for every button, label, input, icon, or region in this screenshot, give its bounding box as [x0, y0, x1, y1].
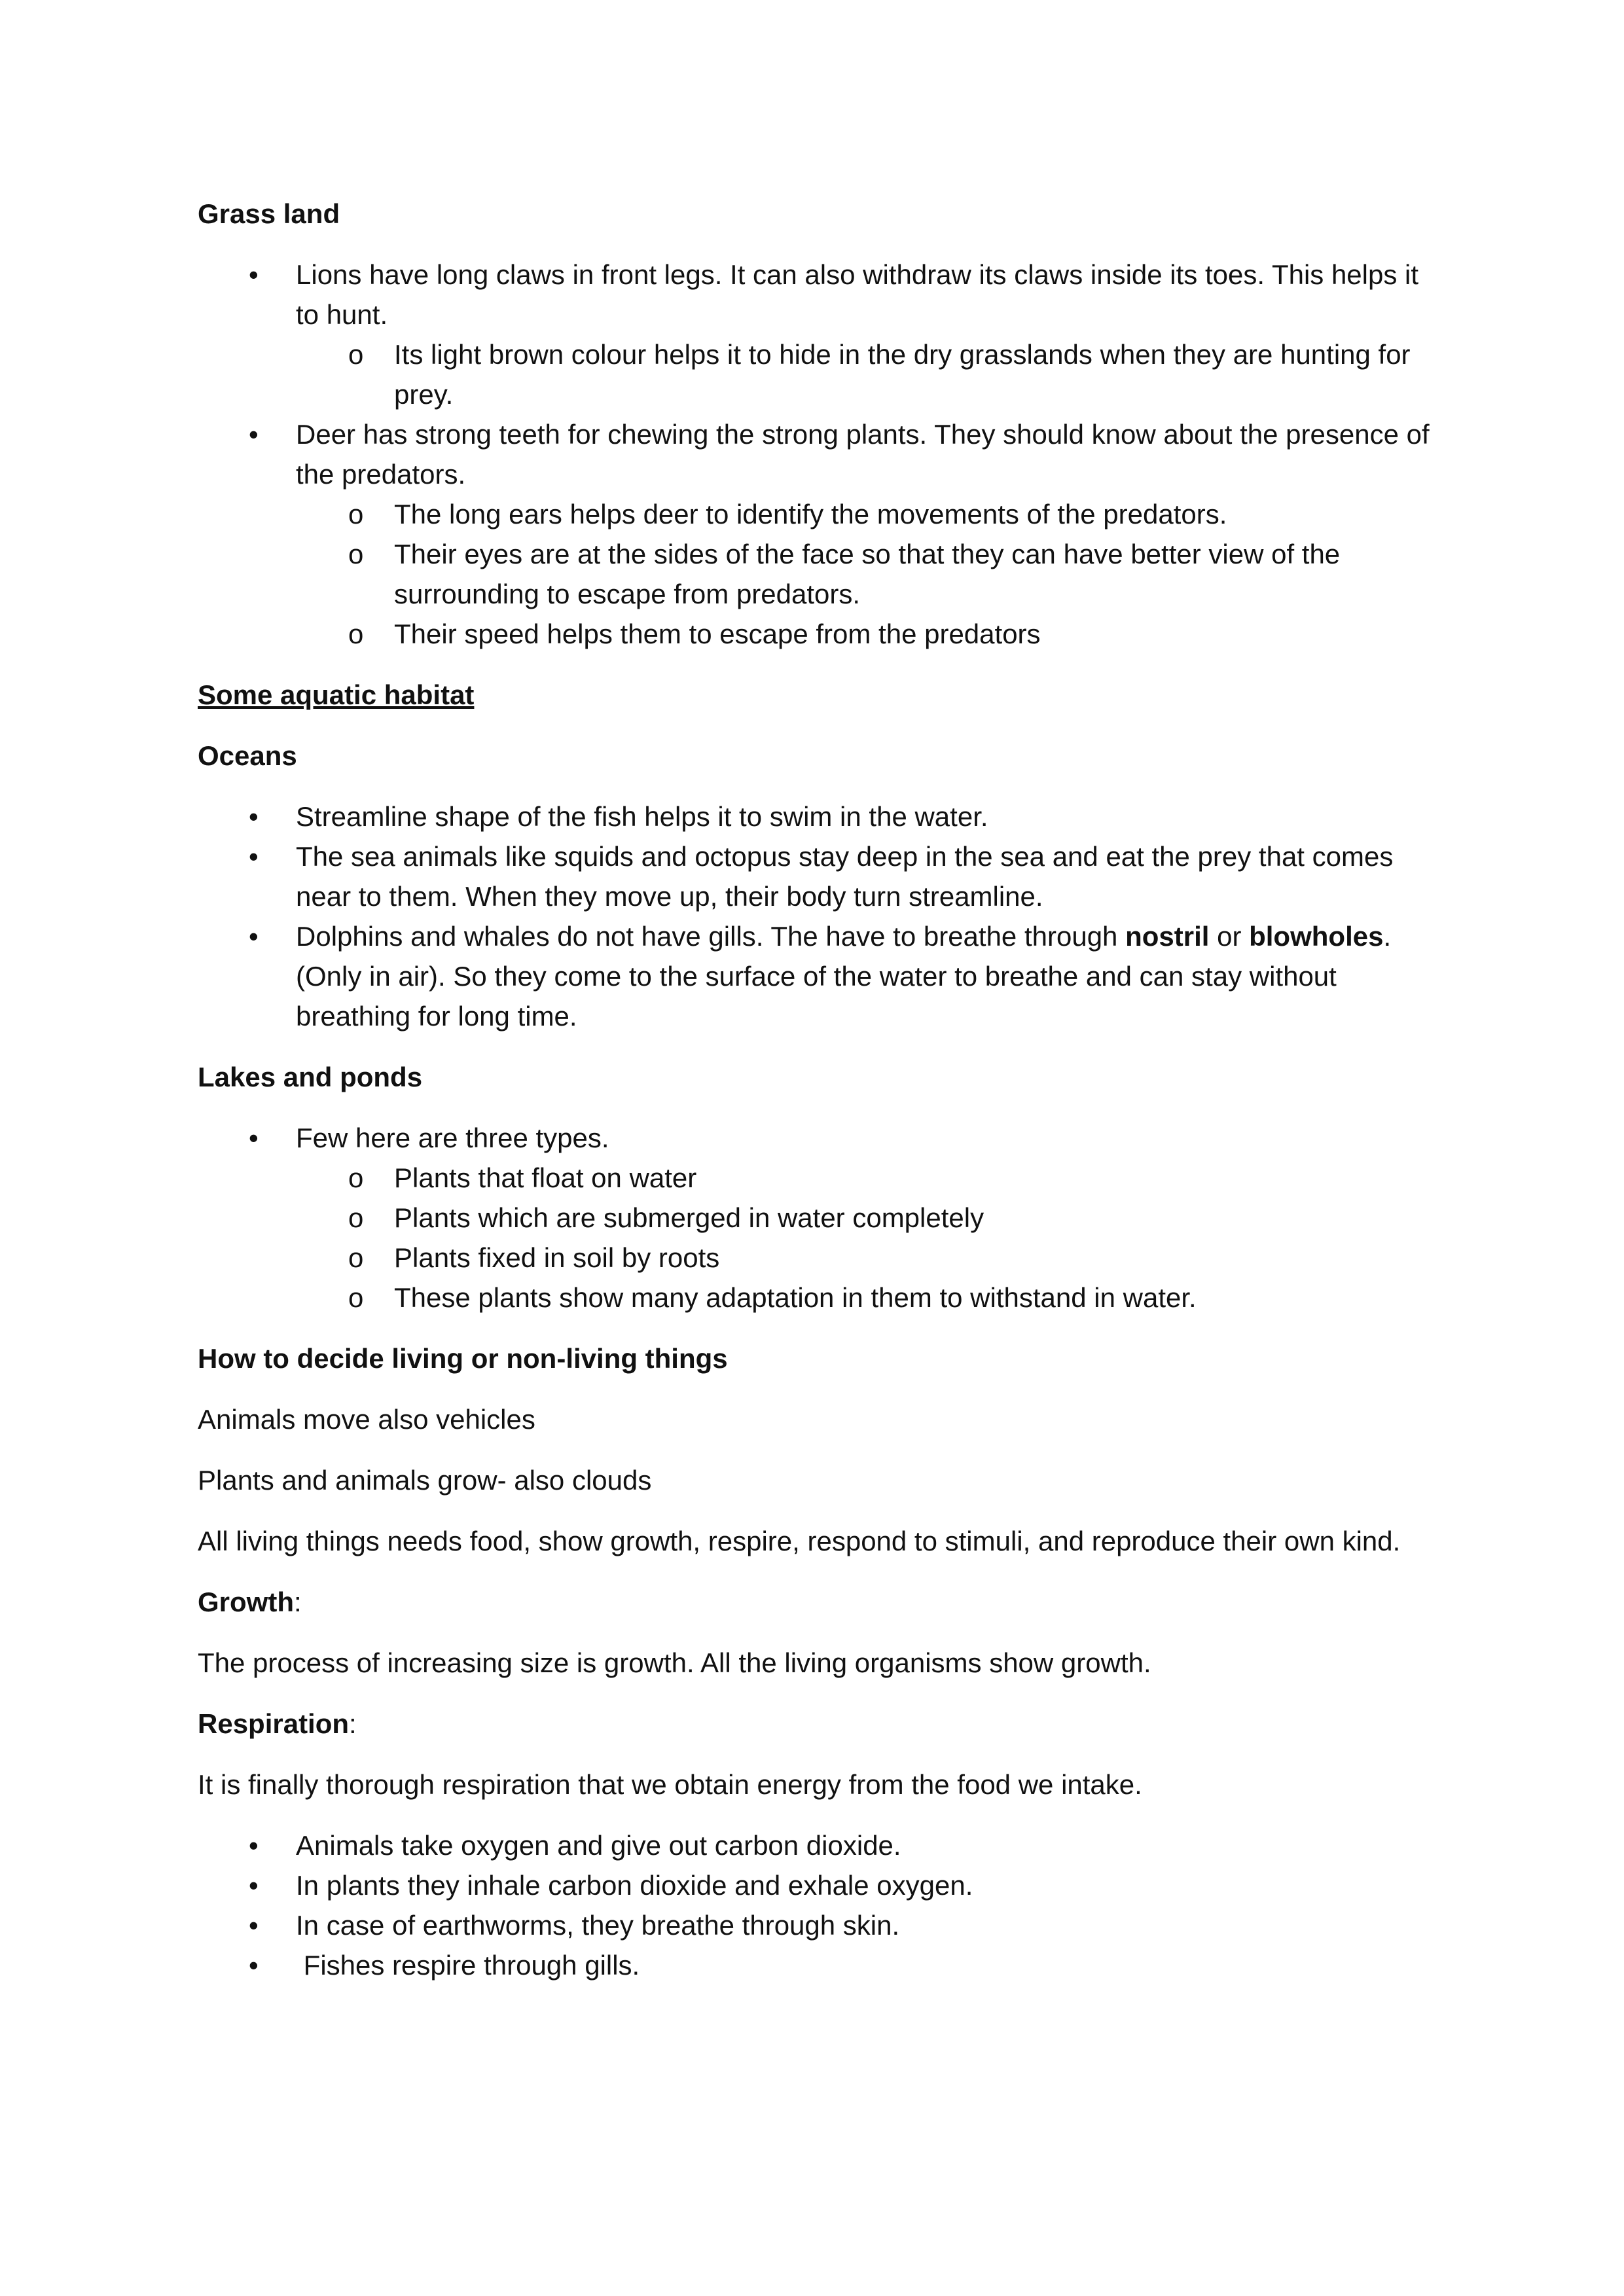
list-item — [198, 1905, 1441, 1945]
bullet-dot-icon: • — [249, 801, 259, 832]
heading-colon: : — [349, 1708, 357, 1739]
sub-list-item — [296, 1238, 1441, 1278]
bold-term-blowholes: blowholes — [1249, 921, 1384, 952]
circle-bullet-icon: o — [348, 1162, 364, 1193]
bullet-dot-icon: • — [249, 1910, 259, 1941]
list-item-text: or — [1209, 921, 1250, 952]
sub-list-item-text: These plants show many adaptation in them to withstand in water. — [394, 1282, 1197, 1313]
sub-list-item-text: Their eyes are at the sides of the face so that they can have better view of the surrounding to escape from predators. — [394, 539, 1341, 609]
circle-bullet-icon: o — [348, 619, 364, 649]
list-item-text: In plants they inhale carbon dioxide and exhale oxygen. — [296, 1870, 973, 1901]
growth-heading-line — [198, 1582, 1441, 1622]
list-item-text: Dolphins and whales do not have gills. The have to breathe through — [296, 921, 1126, 952]
heading-colon: : — [293, 1587, 302, 1617]
aquatic-heading: Some aquatic habitat — [198, 679, 475, 710]
list-item-text: Streamline shape of the fish helps it to swim in the water. — [296, 801, 988, 832]
list-item — [198, 414, 1441, 654]
circle-bullet-icon: o — [348, 339, 364, 370]
sub-list-item-text: The long ears helps deer to identify the movements of the predators. — [394, 499, 1227, 529]
sub-list-item — [296, 1278, 1441, 1318]
sub-list-item-text: Plants that float on water — [394, 1162, 697, 1193]
sub-list — [296, 334, 1441, 414]
list-item-text: Fishes respire through gills. — [296, 1950, 640, 1981]
sub-list-item — [296, 1198, 1441, 1238]
growth-heading: Growth — [198, 1587, 294, 1617]
sub-list-item-text: Plants fixed in soil by roots — [394, 1242, 720, 1273]
oceans-list — [198, 797, 1441, 1036]
list-item — [198, 1825, 1441, 1865]
oceans-heading: Oceans — [198, 740, 297, 771]
sub-list-item-text: Its light brown colour helps it to hide in the dry grasslands when they are hunting for prey. — [394, 339, 1411, 410]
circle-bullet-icon: o — [348, 1282, 364, 1313]
sub-list-item — [296, 494, 1441, 534]
sub-list — [296, 494, 1441, 654]
list-item — [198, 1945, 1441, 1985]
list-item-text: Deer has strong teeth for chewing the strong plants. They should know about the presence of the predators. — [296, 419, 1430, 490]
paragraph: All living things needs food, show growth, respire, respond to stimuli, and reproduce their own kind. — [198, 1526, 1401, 1556]
list-item — [198, 797, 1441, 836]
bullet-dot-icon: • — [249, 419, 259, 450]
circle-bullet-icon: o — [348, 539, 364, 569]
bullet-dot-icon: • — [249, 1830, 259, 1861]
grassland-heading: Grass land — [198, 198, 340, 229]
living-heading: How to decide living or non-living things — [198, 1343, 728, 1374]
bullet-dot-icon: • — [249, 1950, 259, 1981]
bullet-dot-icon: • — [249, 259, 259, 290]
lakes-list — [198, 1118, 1441, 1318]
list-item-text: Lions have long claws in front legs. It can also withdraw its claws inside its toes. This helps it to hunt. — [296, 259, 1419, 330]
bullet-dot-icon: • — [249, 1870, 259, 1901]
list-item-text: . (Only in air). So they come to the surface of the water to breathe and can stay without breathing for long time. — [296, 921, 1392, 1031]
lakes-heading: Lakes and ponds — [198, 1062, 423, 1092]
paragraph: The process of increasing size is growth. All the living organisms show growth. — [198, 1647, 1151, 1678]
document-page — [198, 194, 1441, 2006]
list-item-text: In case of earthworms, they breathe through skin. — [296, 1910, 900, 1941]
sub-list-item — [296, 1158, 1441, 1198]
sub-list-item-text: Their speed helps them to escape from the predators — [394, 619, 1041, 649]
list-item-text: The sea animals like squids and octopus stay deep in the sea and eat the prey that comes near to them. When they move up, their body turn streamline. — [296, 841, 1394, 912]
grassland-list — [198, 255, 1441, 654]
list-item — [198, 836, 1441, 916]
list-item — [198, 1865, 1441, 1905]
sub-list-item — [296, 334, 1441, 414]
respiration-heading-line — [198, 1704, 1441, 1744]
sub-list-item — [296, 534, 1441, 614]
circle-bullet-icon: o — [348, 499, 364, 529]
list-item — [198, 916, 1441, 1036]
bold-term-nostril: nostril — [1125, 921, 1210, 952]
respiration-list — [198, 1825, 1441, 1985]
paragraph: Animals move also vehicles — [198, 1404, 535, 1435]
bullet-dot-icon: • — [249, 1122, 259, 1153]
bullet-dot-icon: • — [249, 921, 259, 952]
list-item — [198, 255, 1441, 414]
sub-list-item-text: Plants which are submerged in water completely — [394, 1202, 984, 1233]
respiration-heading: Respiration — [198, 1708, 350, 1739]
bullet-dot-icon: • — [249, 841, 259, 872]
list-item — [198, 1118, 1441, 1318]
circle-bullet-icon: o — [348, 1202, 364, 1233]
sub-list-item — [296, 614, 1441, 654]
circle-bullet-icon: o — [348, 1242, 364, 1273]
list-item-text: Few here are three types. — [296, 1122, 609, 1153]
paragraph: Plants and animals grow- also clouds — [198, 1465, 652, 1496]
list-item-text: Animals take oxygen and give out carbon dioxide. — [296, 1830, 901, 1861]
sub-list — [296, 1158, 1441, 1318]
paragraph: It is finally thorough respiration that we obtain energy from the food we intake. — [198, 1769, 1142, 1800]
